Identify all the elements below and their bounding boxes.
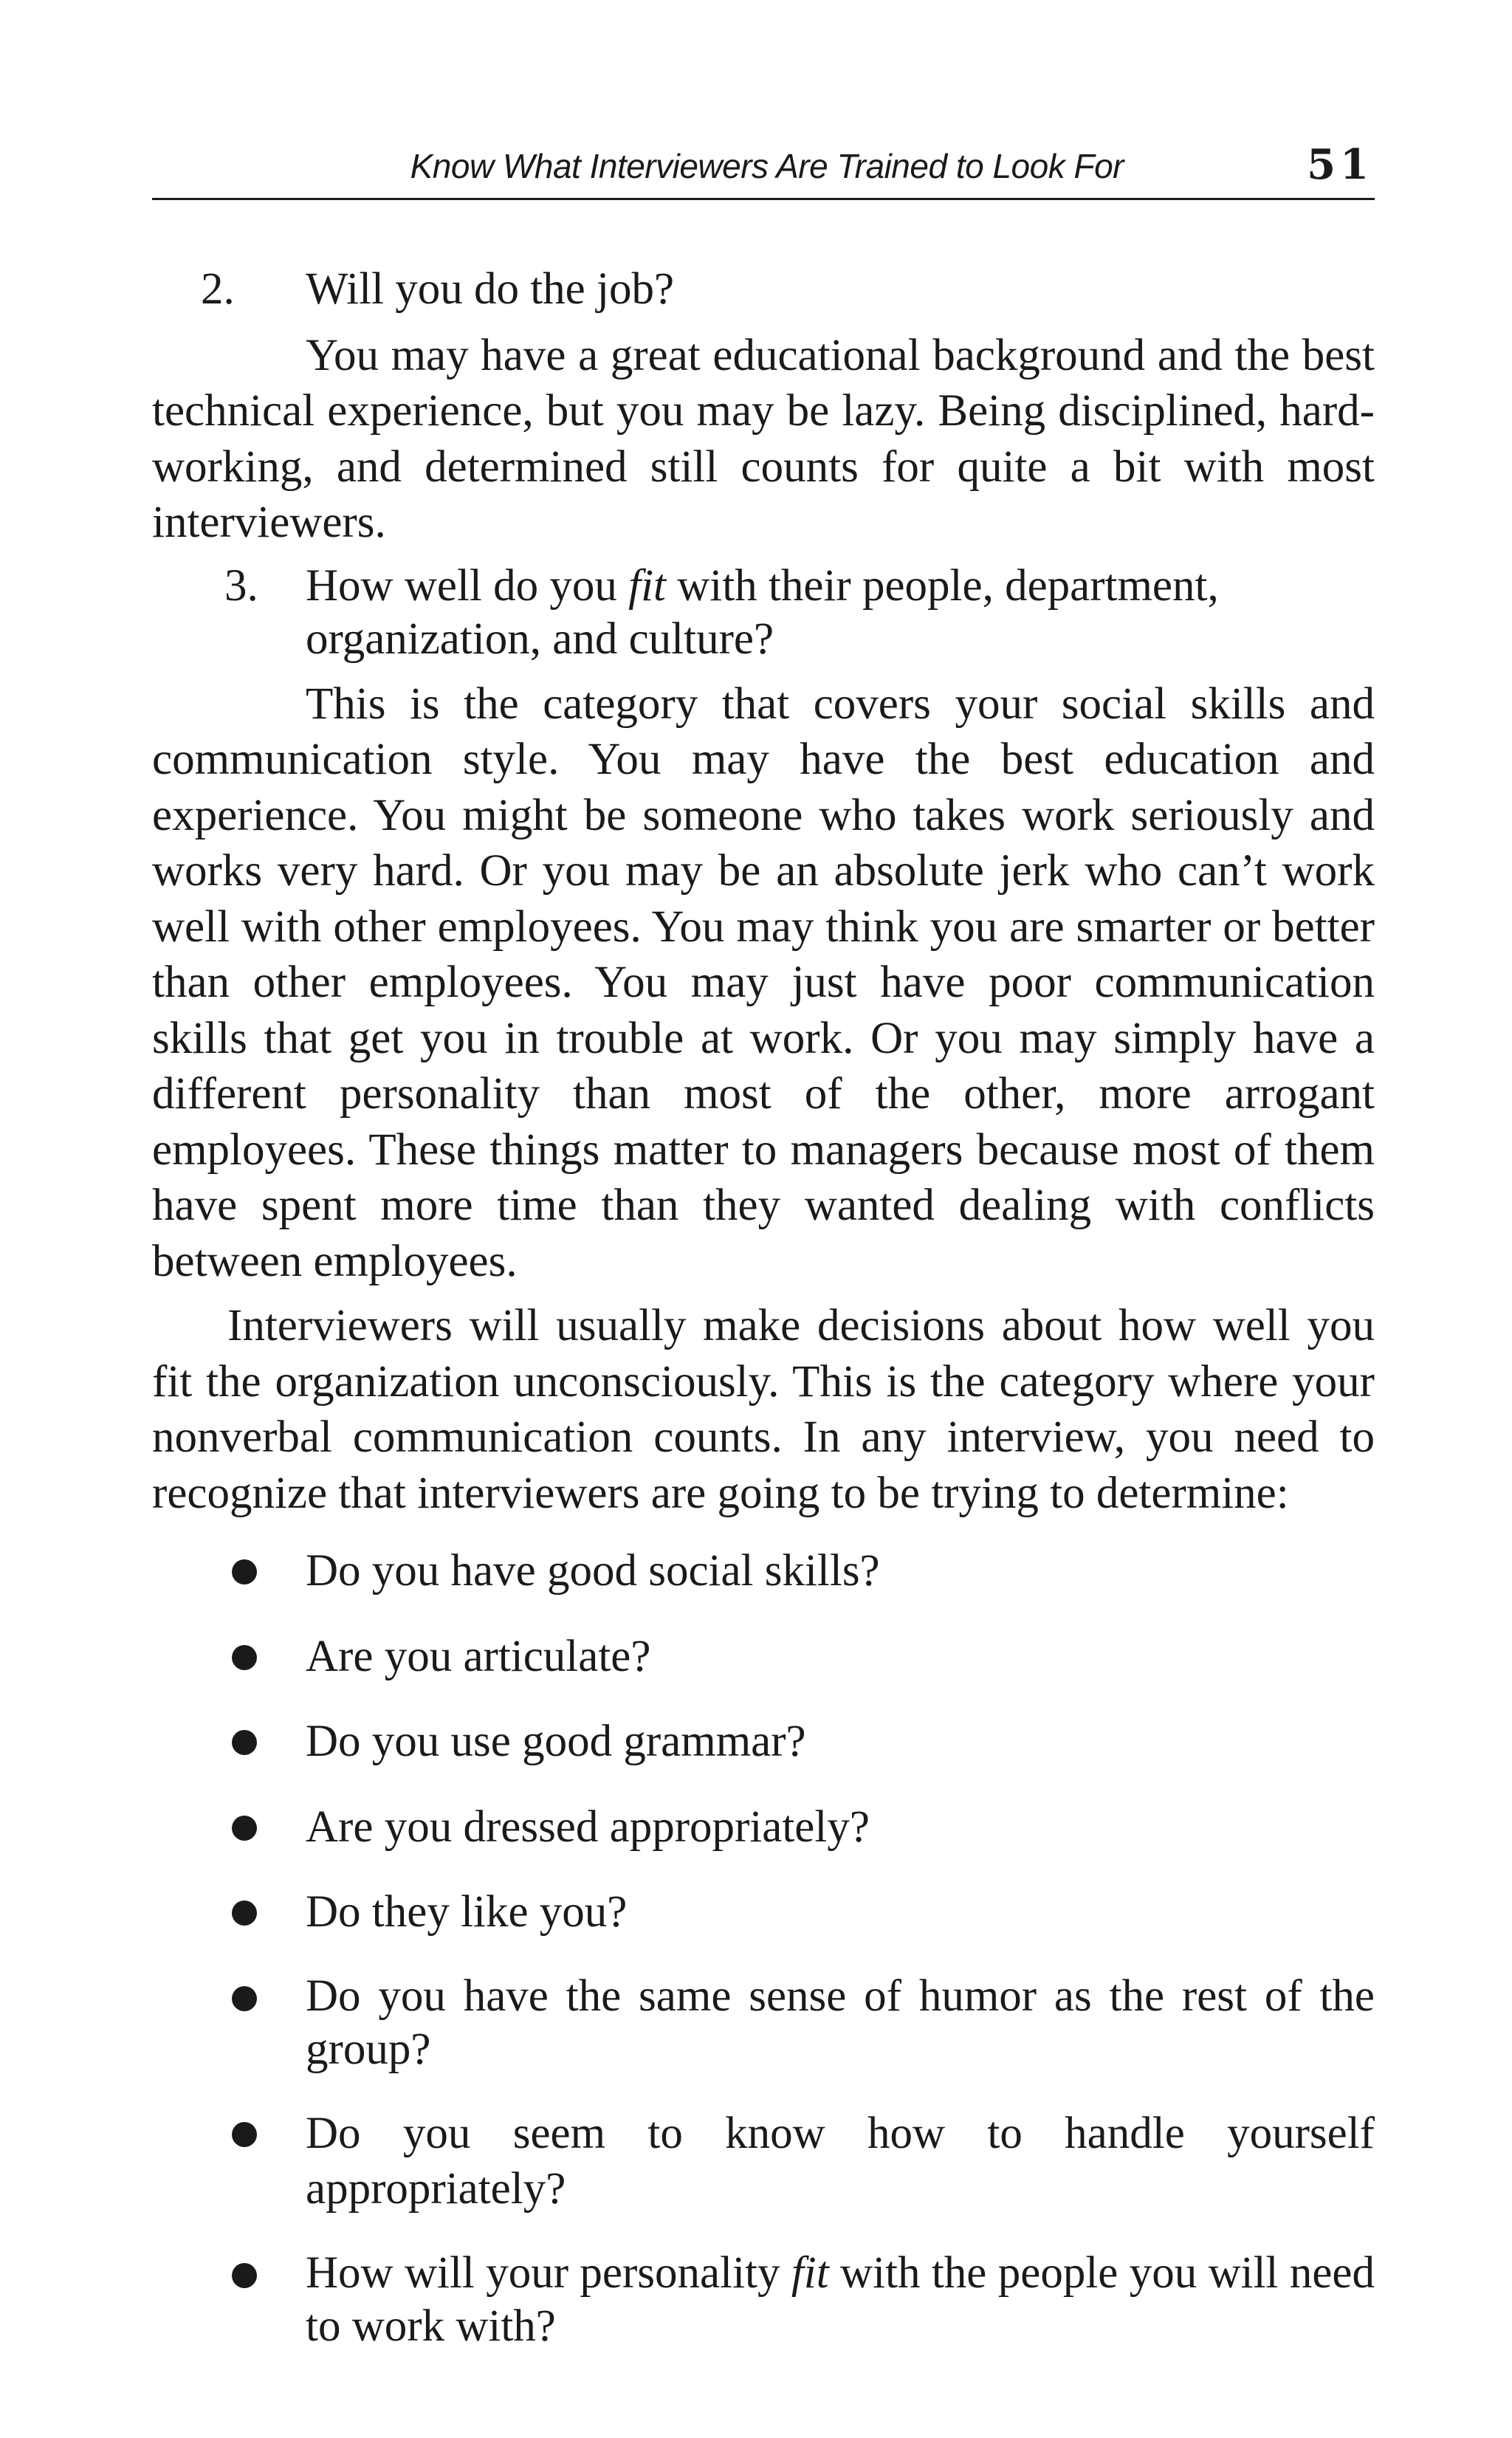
bullet-icon <box>232 1730 257 1755</box>
bullet-icon <box>232 1900 257 1926</box>
running-title: Know What Interviewers Are Trained to Look For <box>410 147 1124 185</box>
emphasis-fit: fit <box>791 2248 829 2298</box>
page-number: 51 <box>1307 140 1373 189</box>
bullet-icon <box>232 1986 257 2011</box>
bullet-icon <box>232 1559 257 1584</box>
page-body <box>152 261 1375 2383</box>
list-item: Do you have good social skills? <box>152 1543 1375 1599</box>
fit-criteria-list <box>152 1543 1375 2353</box>
bullet-icon <box>232 2122 257 2147</box>
emphasis-fit: fit <box>628 560 666 611</box>
list-item: How will your personality fit with the people you will need to work with? <box>152 2247 1375 2353</box>
bullet-icon <box>232 1816 257 1841</box>
list-item: Are you dressed appropriately? <box>152 1799 1375 1855</box>
list-item: Do you use good grammar? <box>152 1714 1375 1770</box>
item-number: 3. <box>224 560 258 611</box>
item-question: Will you do the job? <box>306 264 675 314</box>
paragraph-social-skills: This is the category that covers your social skills and communication style. You may have the best education and experience. You might be someone who takes work seriously and works very hard. Or you may be an absolute jerk who can’t work well with other employees. You may think you are smarter or better than other employees. You may just have poor communication skills that get you in trouble at work. Or you may simply have a different personality than most of the other, more arrogant employees. These things matter to managers because most of them have spent more time than they wanted dealing with conflicts between employees. <box>152 679 1375 1286</box>
paragraph-discipline: You may have a great educational background and the best technical experience, but you may be lazy. Being disciplined, hard-working, and determined still counts for quite a bit with most interviewers. <box>152 330 1375 547</box>
item-question: How well do you fit with their people, department, organization, and culture? <box>306 560 1219 664</box>
list-item: Do they like you? <box>152 1884 1375 1940</box>
numbered-item-2 <box>152 261 1375 317</box>
list-item: Do you seem to know how to handle yourself appropriately? <box>152 2106 1375 2217</box>
list-item: Do you have the same sense of humor as the rest of the group? <box>152 1970 1375 2076</box>
item-number: 2. <box>201 264 235 314</box>
list-item: Are you articulate? <box>152 1629 1375 1685</box>
numbered-item-3 <box>152 560 1375 666</box>
running-header <box>152 140 1375 200</box>
bullet-icon <box>232 2263 257 2288</box>
paragraph-fit-decisions: Interviewers will usually make decisions about how well you fit the organization unconsciously. This is the category where your nonverbal communication counts. In any interview, you need to recognize that interviewers are going to be trying to determine: <box>152 1301 1375 1518</box>
bullet-icon <box>232 1645 257 1670</box>
